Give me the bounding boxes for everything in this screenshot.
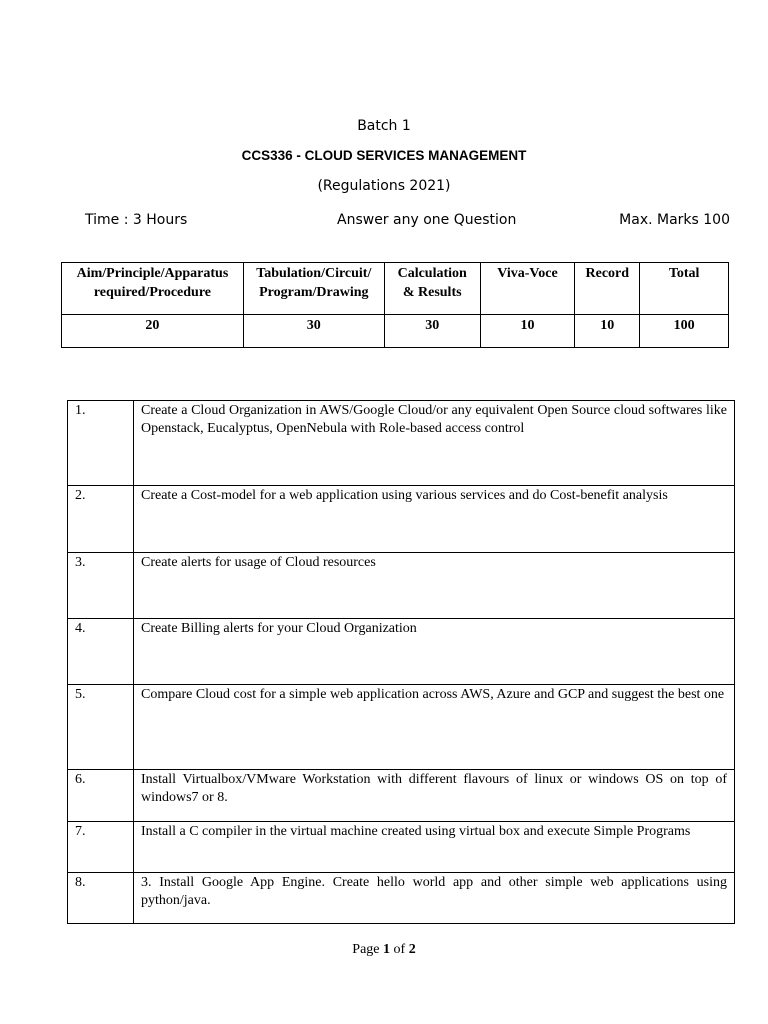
marks-values-row bbox=[62, 315, 729, 348]
page-indicator: Page 1 of 2 bbox=[352, 942, 416, 957]
course-title: CCS336 - CLOUD SERVICES MANAGEMENT bbox=[241, 148, 527, 163]
question-number: 3. bbox=[68, 553, 134, 619]
question-text: Install a C compiler in the virtual machine created using virtual box and execute Simple Programs bbox=[134, 822, 735, 873]
question-row bbox=[68, 770, 735, 822]
question-row bbox=[68, 873, 735, 924]
batch-label: Batch 1 bbox=[357, 118, 411, 134]
question-number: 2. bbox=[68, 486, 134, 553]
question-text: 3. Install Google App Engine. Create hello world app and other simple web applications using python/java. bbox=[134, 873, 735, 924]
exam-duration: Time : 3 Hours bbox=[85, 212, 188, 228]
value-cell: 100 bbox=[640, 315, 729, 348]
question-row bbox=[68, 619, 735, 685]
question-row bbox=[68, 685, 735, 770]
header-cell: Aim/Principle/Apparatus required/Procedure bbox=[62, 263, 244, 315]
question-number: 1. bbox=[68, 401, 134, 486]
question-text: Create Billing alerts for your Cloud Organization bbox=[134, 619, 735, 685]
header-cell: Calculation & Results bbox=[384, 263, 480, 315]
current-page: 1 bbox=[383, 942, 391, 957]
question-row bbox=[68, 822, 735, 873]
question-text: Create alerts for usage of Cloud resources bbox=[134, 553, 735, 619]
value-cell: 30 bbox=[243, 315, 384, 348]
marks-distribution-table bbox=[61, 262, 729, 348]
value-cell: 20 bbox=[62, 315, 244, 348]
question-row bbox=[68, 553, 735, 619]
question-text: Compare Cloud cost for a simple web application across AWS, Azure and GCP and suggest the best one bbox=[134, 685, 735, 770]
header-cell: Record bbox=[575, 263, 640, 315]
question-row bbox=[68, 401, 735, 486]
question-number: 4. bbox=[68, 619, 134, 685]
question-row bbox=[68, 486, 735, 553]
question-number: 8. bbox=[68, 873, 134, 924]
total-pages: 2 bbox=[408, 942, 416, 957]
value-cell: 10 bbox=[480, 315, 575, 348]
max-marks: Max. Marks 100 bbox=[619, 212, 730, 228]
question-number: 6. bbox=[68, 770, 134, 822]
exam-instruction: Answer any one Question bbox=[337, 212, 517, 228]
header-cell: Total bbox=[640, 263, 729, 315]
header-cell: Viva-Voce bbox=[480, 263, 575, 315]
marks-header-row bbox=[62, 263, 729, 315]
question-text: Create a Cloud Organization in AWS/Google Cloud/or any equivalent Open Source cloud softwares like Openstack, Eucalyptus, OpenNebula with Role-based access control bbox=[134, 401, 735, 486]
question-text: Create a Cost-model for a web application using various services and do Cost-benefit analysis bbox=[134, 486, 735, 553]
question-number: 7. bbox=[68, 822, 134, 873]
question-number: 5. bbox=[68, 685, 134, 770]
regulations-label: (Regulations 2021) bbox=[317, 178, 451, 194]
value-cell: 10 bbox=[575, 315, 640, 348]
value-cell: 30 bbox=[384, 315, 480, 348]
header-cell: Tabulation/Circuit/ Program/Drawing bbox=[243, 263, 384, 315]
question-text: Install Virtualbox/VMware Workstation with different flavours of linux or windows OS on top of windows7 or 8. bbox=[134, 770, 735, 822]
questions-table bbox=[67, 400, 735, 924]
